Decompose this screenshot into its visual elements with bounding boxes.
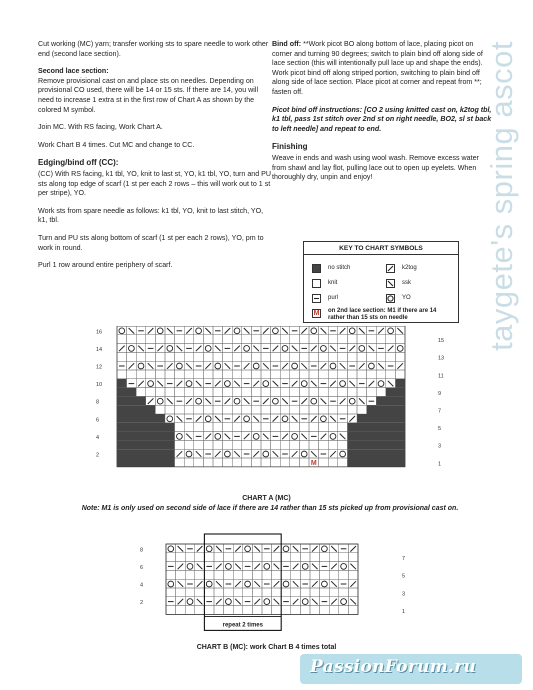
- k2tog-symbol: [178, 564, 184, 570]
- k2tog-symbol: [254, 599, 260, 605]
- ssk-symbol: [350, 599, 356, 605]
- chart-b-cell: [204, 553, 214, 562]
- chart-b-cell: [233, 553, 243, 562]
- k2tog-symbol: [293, 564, 299, 570]
- chart-a-row-label: 11: [438, 373, 444, 380]
- ssk-symbol: [216, 581, 222, 587]
- watermark-banner: [300, 654, 522, 684]
- no-stitch-block: [395, 379, 405, 388]
- no-stitch-symbol: [312, 264, 321, 273]
- chart-b-row-label: 5: [402, 573, 406, 580]
- no-stitch-block: [117, 414, 165, 423]
- k2tog-symbol: [331, 599, 337, 605]
- chart-b-cell: [195, 588, 205, 597]
- watermark-text: PassionForum.ru: [310, 657, 477, 677]
- left-paragraph-6: Work sts from spare needle as follows: k1 tbl, YO, knit to last stitch, YO, k1, tbl.: [38, 206, 264, 225]
- ssk-symbol: [178, 581, 184, 587]
- yo-symbol: [226, 599, 232, 605]
- k2tog-symbol: [235, 581, 241, 587]
- chart-b-cell: [195, 570, 205, 579]
- vertical-title-area: [472, 16, 532, 376]
- chart-b-cell: [262, 588, 272, 597]
- chart-key-box: [303, 241, 459, 323]
- chart-b-cell: [281, 570, 291, 579]
- purl-label: purl: [328, 295, 339, 301]
- yo-symbol: [245, 546, 251, 552]
- chart-a-row-label: 12: [96, 364, 103, 371]
- knit-label: knit: [328, 280, 338, 286]
- chart-b-cell: [176, 553, 186, 562]
- key-title: KEY TO CHART SYMBOLS: [304, 242, 458, 255]
- k2tog-symbol: [331, 564, 337, 570]
- chart-b-cell: [329, 588, 339, 597]
- purl-dash-icon: [313, 295, 320, 302]
- chart-b-cell: [166, 606, 176, 615]
- ssk-symbol: [216, 546, 222, 552]
- chart-b-cell: [185, 588, 195, 597]
- chart-b-cell: [166, 570, 176, 579]
- chart-b-cell: [272, 606, 282, 615]
- chart-b-cell: [262, 553, 272, 562]
- chart-b-cell: [252, 570, 262, 579]
- chart-b-cell: [272, 553, 282, 562]
- ssk-symbol: [386, 279, 395, 288]
- ssk-symbol: [312, 599, 318, 605]
- finishing-heading: Finishing: [272, 142, 308, 152]
- picot-instructions: Picot bind off instructions: [CO 2 using knitted cast on, k2tog tbl, k1 tbl, pass 1st stitch over 2nd st on right needle, BO2, sl st back to left needle] and repeat to end.: [272, 105, 492, 133]
- chart-b-caption: CHART B (MC): work Chart B 4 times total: [196, 644, 337, 651]
- ssk-symbol: [254, 546, 260, 552]
- ssk-symbol: [178, 546, 184, 552]
- no-stitch-block: [117, 458, 175, 467]
- yo-symbol: [386, 294, 395, 303]
- chart-b-cell: [262, 570, 272, 579]
- ssk-backslash-icon: [387, 280, 394, 287]
- yo-symbol: [322, 546, 328, 552]
- no-stitch-block: [347, 440, 405, 449]
- left-paragraph-8: Purl 1 row around entire periphery of scarf.: [38, 261, 173, 270]
- chart-b-cell: [243, 570, 253, 579]
- yo-symbol: [264, 564, 270, 570]
- chart-a-row-label: 1: [438, 461, 442, 468]
- ssk-symbol: [293, 581, 299, 587]
- chart-b-cell: [329, 570, 339, 579]
- chart-a-row-label: 13: [438, 355, 445, 362]
- chart-b-cell: [339, 606, 349, 615]
- chart-b-cell: [291, 570, 301, 579]
- k2tog-symbol: [216, 599, 222, 605]
- chart-b-cell: [176, 606, 186, 615]
- no-stitch-block: [117, 379, 127, 388]
- chart-b-cell: [243, 606, 253, 615]
- bind-off-paragraph: [272, 40, 494, 98]
- chart-b-cell: [224, 588, 234, 597]
- left-paragraph-3: Join MC. With RS facing, Work Chart A.: [38, 123, 163, 132]
- chart-b-cell: [195, 553, 205, 562]
- no-stitch-block: [117, 388, 136, 397]
- chart-b-cell: [214, 570, 224, 579]
- left-paragraph-2: Remove provisional cast on and place sts on needles. Depending on provisional CO used, there will be 14 or 15 sts. If there are 14, you will need to increase 1 extra st in the first row of Chart A as shown by the colored M symbol.: [38, 76, 259, 114]
- yo-symbol: [187, 564, 193, 570]
- k2tog-symbol: [197, 581, 203, 587]
- chart-b-cell: [243, 553, 253, 562]
- chart-b-cell: [185, 570, 195, 579]
- ssk-symbol: [312, 564, 318, 570]
- ssk-symbol: [331, 581, 337, 587]
- k2tog-symbol: [235, 546, 241, 552]
- chart-b-cell: [243, 588, 253, 597]
- ssk-symbol: [197, 599, 203, 605]
- chart-b-row-label: 3: [402, 591, 406, 598]
- yo-symbol: [283, 581, 289, 587]
- yo-symbol: [341, 599, 347, 605]
- chart-b-cell: [176, 588, 186, 597]
- k2tog-slash-icon: [387, 265, 394, 272]
- chart-b-cell: [339, 570, 349, 579]
- chart-b-cell: [204, 588, 214, 597]
- chart-a-row-label: 5: [438, 426, 442, 433]
- ssk-symbol: [274, 564, 280, 570]
- k2tog-symbol: [386, 264, 395, 273]
- chart-b-cell: [320, 588, 330, 597]
- chart-a-row-label: 6: [96, 417, 100, 424]
- chart-b-cell: [252, 553, 262, 562]
- bind-off-text: **Work picot BO along bottom of lace, placing picot on corner and turning 90 degrees; switch to plain bind off along side of lace section (this will intentionally pull lace up and shape the ends). Work picot bind off along striped portion, switching to plain bind off along side of lace section. Place picot at corner and repeat from **; fasten off.: [272, 40, 483, 96]
- k2tog-symbol: [197, 546, 203, 552]
- chart-b-cell: [252, 606, 262, 615]
- right-column: [272, 40, 494, 191]
- chart-b-cell: [320, 570, 330, 579]
- no-stitch-block: [347, 449, 405, 458]
- second-lace-heading: Second lace section:: [38, 67, 109, 76]
- bind-off-label: Bind off:: [272, 40, 302, 48]
- edging-heading: Edging/bind off (CC):: [38, 158, 119, 168]
- chart-b-cell: [233, 588, 243, 597]
- ssk-symbol: [254, 581, 260, 587]
- m1-label: on 2nd lace section: M1 if there are 14 rather than 15 sts on needle: [328, 308, 437, 321]
- k2tog-symbol: [274, 581, 280, 587]
- chart-b-cell: [310, 606, 320, 615]
- k2tog-symbol: [350, 581, 356, 587]
- no-stitch-block: [367, 405, 405, 414]
- chart-b-cell: [214, 553, 224, 562]
- no-stitch-block: [347, 423, 405, 432]
- k2tog-symbol: [312, 581, 318, 587]
- yo-symbol: [245, 581, 251, 587]
- chart-a-row-label: 2: [96, 452, 100, 459]
- chart-b-cell: [166, 588, 176, 597]
- chart-b-cell: [224, 606, 234, 615]
- chart-a-caption: CHART A (MC): [242, 495, 291, 502]
- ssk-symbol: [235, 564, 241, 570]
- chart-b-cell: [224, 570, 234, 579]
- chart-b-row-label: 6: [140, 564, 144, 571]
- chart-b: [0, 528, 533, 638]
- yo-symbol: [283, 546, 289, 552]
- chart-b-cell: [204, 570, 214, 579]
- chart-b-cell: [224, 553, 234, 562]
- ssk-symbol: [197, 564, 203, 570]
- chart-a-row-label: 15: [438, 338, 445, 345]
- k2tog-symbol: [293, 599, 299, 605]
- chart-b-cell: [300, 553, 310, 562]
- chart-b-cell: [348, 570, 358, 579]
- chart-a-row-label: 3: [438, 443, 442, 450]
- k2tog-symbol: [254, 564, 260, 570]
- chart-b-cell: [310, 588, 320, 597]
- no-stitch-block: [347, 458, 405, 467]
- yo-symbol: [264, 599, 270, 605]
- chart-b-cell: [233, 570, 243, 579]
- k2tog-symbol: [312, 546, 318, 552]
- k2tog-symbol: [216, 564, 222, 570]
- ssk-symbol: [293, 546, 299, 552]
- no-stitch-block: [347, 432, 405, 441]
- no-stitch-block: [117, 432, 175, 441]
- chart-a-row-label: 7: [438, 408, 442, 415]
- chart-b-cell: [214, 588, 224, 597]
- chart-b-cell: [262, 606, 272, 615]
- no-stitch-block: [117, 405, 155, 414]
- no-stitch-block: [117, 449, 175, 458]
- chart-b-row-label: 4: [140, 582, 144, 589]
- chart-b-cell: [329, 553, 339, 562]
- chart-a-row-label: 4: [96, 434, 100, 441]
- knit-symbol: [312, 279, 321, 288]
- chart-b-row-label: 8: [140, 547, 144, 554]
- ssk-symbol: [235, 599, 241, 605]
- chart-b-cell: [166, 553, 176, 562]
- no-stitch-block: [117, 396, 146, 405]
- left-column: [38, 40, 272, 279]
- k2tog-symbol: [274, 546, 280, 552]
- chart-b-cell: [300, 570, 310, 579]
- chart-a-note: Note: M1 is only used on second side of lace if there are 14 rather than 15 sts picked up from provisional cast on.: [81, 505, 459, 512]
- chart-b-row-label: 1: [402, 608, 406, 615]
- chart-b-cell: [291, 606, 301, 615]
- yo-symbol: [168, 546, 174, 552]
- chart-a-row-label: 14: [96, 346, 103, 353]
- left-paragraph-4: Work Chart B 4 times. Cut MC and change to CC.: [38, 140, 195, 149]
- chart-b-cell: [281, 553, 291, 562]
- left-paragraph-5: (CC) With RS facing, k1 tbl, YO, knit to last st, YO, k1 tbl, YO, turn and PU sts along top edge of scarf (1 st per each 2 rows – this will work out to 1 st per stripe), YO.: [38, 169, 271, 198]
- chart-b-cell: [176, 570, 186, 579]
- chart-a-row-label: 9: [438, 390, 442, 397]
- chart-a-row-label: 16: [96, 329, 103, 336]
- chart-b-cell: [195, 606, 205, 615]
- left-paragraph-7: Turn and PU sts along bottom of scarf (1 st per each 2 rows), YO, pm to work in round.: [38, 233, 264, 252]
- yo-symbol: [302, 599, 308, 605]
- ssk-symbol: [350, 564, 356, 570]
- vertical-title: taygete's spring ascot: [484, 41, 519, 351]
- chart-b-cell: [310, 570, 320, 579]
- chart-b-cell: [310, 553, 320, 562]
- m1-marker: M: [310, 460, 317, 467]
- chart-b-cell: [272, 570, 282, 579]
- k2tog-label: k2tog: [402, 265, 417, 271]
- yo-symbol: [187, 599, 193, 605]
- chart-b-cell: [320, 606, 330, 615]
- chart-b-cell: [348, 588, 358, 597]
- yo-symbol: [168, 581, 174, 587]
- no-stitch-block: [117, 440, 175, 449]
- ssk-label: ssk: [402, 280, 411, 286]
- no-stitch-label: no stitch: [328, 265, 351, 271]
- chart-b-cell: [339, 553, 349, 562]
- no-stitch-block: [117, 423, 175, 432]
- chart-b-cell: [329, 606, 339, 615]
- chart-b-cell: [233, 606, 243, 615]
- left-paragraph-1: Cut working (MC) yarn; transfer working sts to spare needle to work other end (second lace section).: [38, 40, 269, 58]
- chart-b-cell: [281, 606, 291, 615]
- chart-b-repeat-label: repeat 2 times: [222, 622, 263, 629]
- chart-b-cell: [300, 606, 310, 615]
- chart-b-cell: [339, 588, 349, 597]
- chart-b-row-label: 7: [402, 556, 406, 563]
- chart-b-cell: [348, 606, 358, 615]
- chart-b-cell: [320, 553, 330, 562]
- ssk-symbol: [274, 599, 280, 605]
- m1-symbol: M: [313, 310, 320, 317]
- k2tog-symbol: [178, 599, 184, 605]
- chart-b-cell: [185, 606, 195, 615]
- chart-b-cell: [204, 606, 214, 615]
- chart-b-cell: [348, 553, 358, 562]
- yo-symbol: [206, 581, 212, 587]
- chart-b-cell: [272, 588, 282, 597]
- no-stitch-block: [357, 414, 405, 423]
- chart-b-cell: [291, 553, 301, 562]
- yo-symbol: [341, 564, 347, 570]
- yo-label: YO: [402, 295, 411, 301]
- chart-b-cell: [214, 606, 224, 615]
- chart-b-cell: [185, 553, 195, 562]
- chart-a: [0, 326, 533, 516]
- chart-b-cell: [291, 588, 301, 597]
- purl-symbol: [312, 294, 321, 303]
- ssk-symbol: [331, 546, 337, 552]
- no-stitch-block: [386, 388, 405, 397]
- k2tog-symbol: [350, 546, 356, 552]
- yo-symbol: [302, 564, 308, 570]
- yo-symbol: [206, 546, 212, 552]
- no-stitch-block: [376, 396, 405, 405]
- yo-circle-icon: [387, 295, 394, 302]
- chart-b-row-label: 2: [140, 600, 144, 607]
- chart-a-row-label: 10: [96, 382, 103, 389]
- yo-symbol: [226, 564, 232, 570]
- chart-a-row-label: 8: [96, 399, 100, 406]
- chart-b-cell: [300, 588, 310, 597]
- finishing-text: Weave in ends and wash using wool wash. Remove excess water from shawl and lay flot, pulling lace out to open up eyelets. When thoroughly dry, unpin and enjoy!: [272, 153, 479, 182]
- chart-b-cell: [281, 588, 291, 597]
- yo-symbol: [322, 581, 328, 587]
- chart-b-cell: [252, 588, 262, 597]
